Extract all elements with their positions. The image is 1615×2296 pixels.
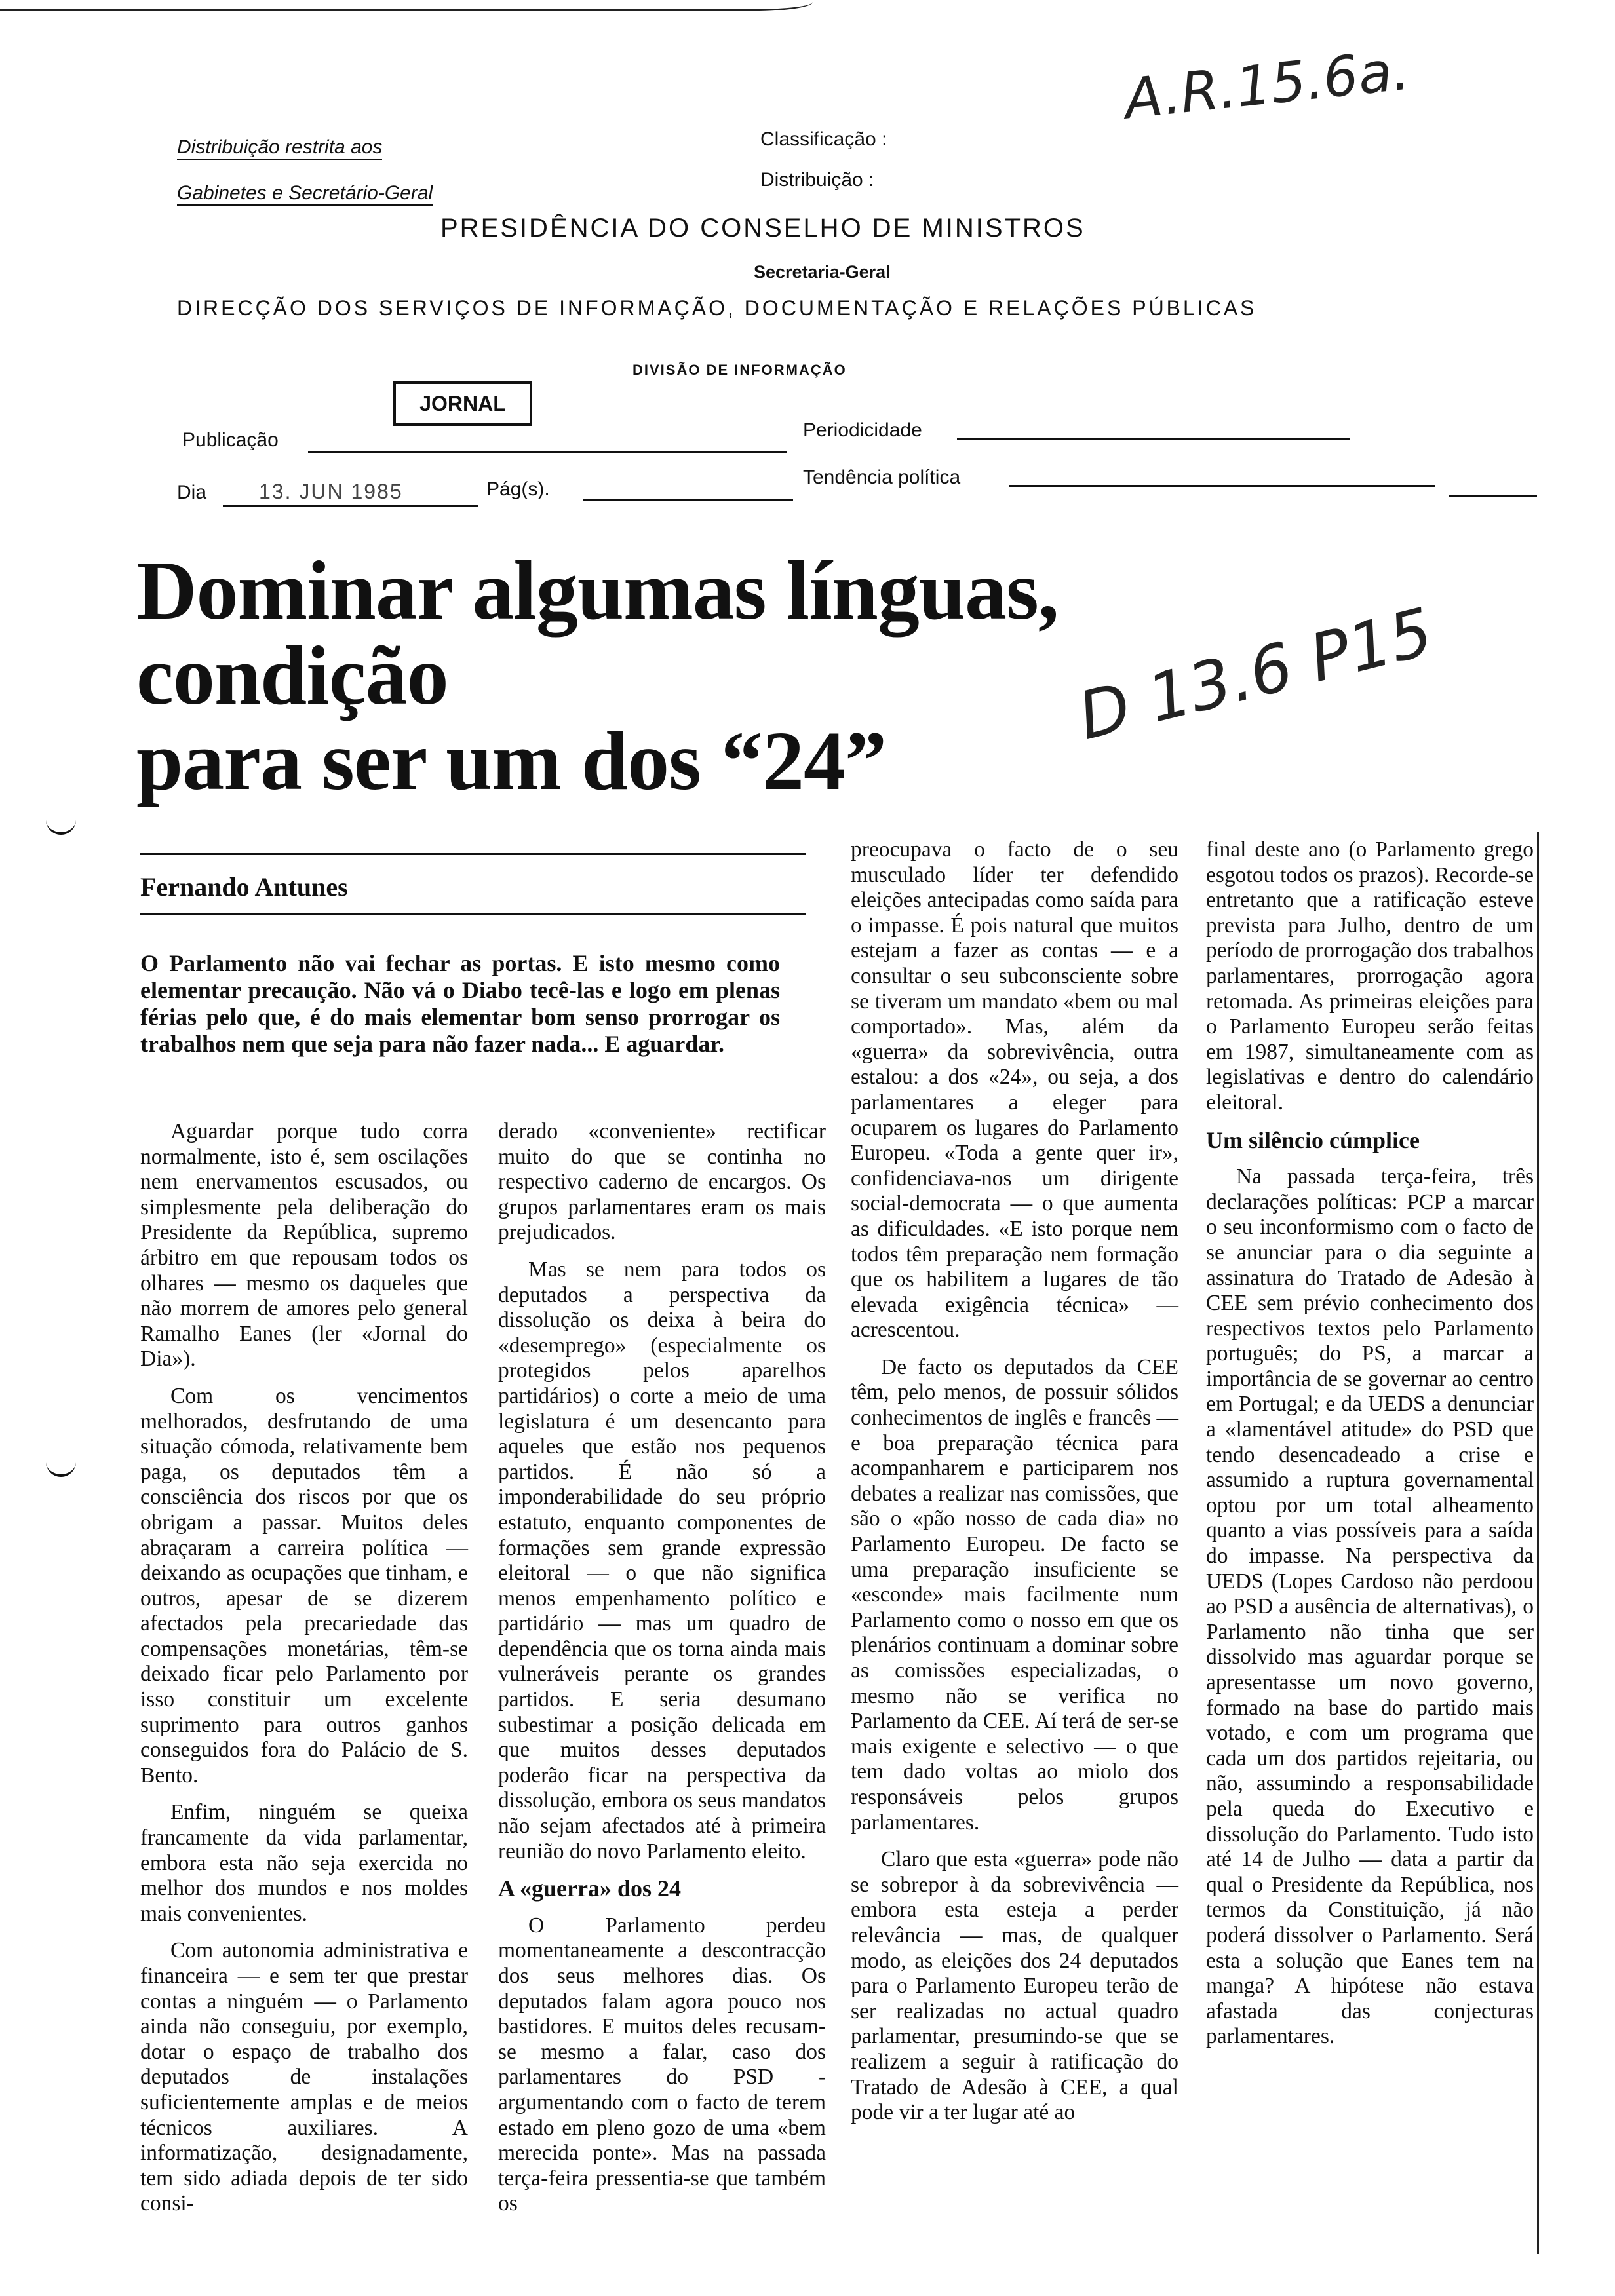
- headline-line1: Dominar algumas línguas,: [136, 544, 1059, 637]
- handwritten-reference: A.R.15.6a.: [1121, 37, 1412, 132]
- dia-field: [223, 505, 478, 507]
- restricted-distribution-line1: Distribuição restrita aos: [177, 136, 382, 160]
- publicacao-field: [308, 451, 787, 453]
- periodicidade-field: [957, 438, 1350, 440]
- tendencia-label: Tendência política: [803, 467, 961, 488]
- dia-label: Dia: [177, 482, 207, 503]
- publicacao-label: Publicação: [182, 429, 279, 451]
- clipping-edge-line: [1537, 832, 1539, 2254]
- direccao-title: DIRECÇÃO DOS SERVIÇOS DE INFORMAÇÃO, DOCUMENTAÇÃO E RELAÇÕES PÚBLICAS: [177, 296, 1257, 320]
- classificacao-label: Classificação :: [760, 128, 887, 150]
- article-column-3: [851, 837, 1178, 2137]
- paragraph: preocupava o facto de o seu musculado líder ter defendido eleições antecipadas como saída para o impasse. É pois natural que muitos estejam a fazer as contas — e a consultar o seu subconsciente sobre se tiveram um mandato «bem ou mal comportado». Mas, além da «guerra» da sobrevivência, outra estalou: a dos «24», ou seja, a dos parlamentares a eleger para ocuparem os lugares do Parlamento Europeu. «Toda a gente quer ir», confidenciava-nos um dirigente social-democrata — o que aumenta as dificuldades. «E isto porque nem todos têm preparação nem formação que os habilitem a lugares de tão elevada exigência técnica» — acrescentou.: [851, 837, 1178, 1343]
- tendencia-field: [1009, 485, 1435, 487]
- paragraph: final deste ano (o Parlamento grego esgotou todos os prazos). Recorde-se entretanto que a ratificação esteve prevista para Julho, dentro de um período de prorrogação dos trabalhos parlamentares, prorrogação agora retomada. As primeiras eleições para o Parlamento Europeu serão feitas em 1987, simultaneamente com as legislativas e dentro do calendário eleitoral.: [1206, 837, 1534, 1115]
- paginas-field: [583, 499, 793, 501]
- periodicidade-label: Periodicidade: [803, 419, 922, 441]
- paragraph: Com autonomia administrativa e financeira — e sem ter que prestar contas a ninguém — o Parlamento ainda não conseguiu, por exemplo, dotar o espaço de trabalho dos deputados de instalações suficientemente amplas e de meios técnicos auxiliares. A informatização, designadamente, tem sido adiada depois de ter sido consi-: [140, 1938, 468, 2216]
- handwritten-date-note: D 13.6 P15: [1071, 593, 1440, 755]
- paragraph: O Parlamento perdeu momentaneamente a descontracção dos seus melhores dias. Os deputados falam agora pouco nos bastidores. E muitos deles recusam-se mesmo a falar, caso dos parlamentares do PSD - argumentando com o facto de terem estado em pleno gozo de uma «bem merecida ponte». Mas na passada terça-feira pressentia-se que também os: [498, 1913, 826, 2216]
- paragraph: Enfim, ninguém se queixa francamente da vida parlamentar, embora esta não seja exercida no melhor dos mundos e nos moldes mais convenientes.: [140, 1800, 468, 1926]
- headline: [136, 544, 1059, 807]
- tendencia-field-end: [1449, 495, 1537, 497]
- subheading: Um silêncio cúmplice: [1206, 1126, 1420, 1153]
- secretaria-geral: Secretaria-Geral: [754, 262, 891, 282]
- subheading: A «guerra» dos 24: [498, 1875, 681, 1902]
- paragraph: Mas se nem para todos os deputados a perspectiva da dissolução os deixa à beira do «desemprego» (especialmente os protegidos pelos aparelhos partidários) o corte a meio de uma legislatura é um desencanto para aqueles que estão nos pequenos partidos. É não só a imponderabilidade do seu próprio estatuto, enquanto componentes de formações sem grande expressão eleitoral — o que não significa menos empenhamento político e partidário — mas um quadro de dependência que os torna ainda mais vulneráveis perante os grandes partidos. E seria desumano subestimar a posição delicada em que muitos desses deputados poderão ficar na perspectiva da dissolução, embora os seus mandatos não sejam afectados até à primeira reunião do novo Parlamento eleito.: [498, 1257, 826, 1864]
- article-column-1: [140, 1119, 468, 2229]
- headline-line2: condição: [136, 629, 448, 722]
- jornal-stamp: JORNAL: [393, 381, 532, 426]
- article-column-4: [1206, 837, 1534, 2061]
- margin-tick-mark: [46, 813, 76, 835]
- scan-edge-line: [0, 0, 813, 11]
- byline-rule-bottom: [140, 913, 806, 915]
- byline: Fernando Antunes: [140, 872, 348, 902]
- margin-tick-mark: [46, 1455, 76, 1477]
- presidency-title: PRESIDÊNCIA DO CONSELHO DE MINISTROS: [440, 214, 1085, 242]
- paragraph: derado «conveniente» rectificar muito do que se continha no respectivo caderno de encargos. Os grupos parlamentares eram os mais prejudicados.: [498, 1119, 826, 1245]
- paginas-label: Pág(s).: [486, 478, 550, 500]
- paragraph: Com os vencimentos melhorados, desfrutando de uma situação cómoda, relativamente bem paga, os deputados têm a consciência dos riscos por que os obrigam a passar. Muitos deles abraçaram a carreira política — deixando as ocupações que tinham, e outros, apesar de se dizerem afectados pela precariedade das compensações monetárias, têm-se deixado ficar pelo Parlamento por isso constituir um excelente suprimento para outros ganhos conseguidos fora do Palácio de S. Bento.: [140, 1383, 468, 1788]
- lead-paragraph: O Parlamento não vai fechar as portas. E isto mesmo como elementar precaução. Não vá o Diabo tecê-las e logo em plenas férias pelo que, é do mais elementar bom senso prorrogar os trabalhos nem que seja para não fazer nada... E aguardar.: [140, 950, 780, 1057]
- restricted-distribution-line2: Gabinetes e Secretário-Geral: [177, 182, 433, 206]
- headline-line3: para ser um dos “24”: [136, 714, 886, 807]
- paragraph: Aguardar porque tudo corra normalmente, isto é, sem oscilações nem enervamentos escusados, ou simplesmente pela deliberação do Presidente da República, supremo árbitro em que repousam todos os olhares — mesmo os daqueles que não morrem de amores pelo general Ramalho Eanes (ler «Jornal do Dia»).: [140, 1119, 468, 1371]
- divisao-informacao: DIVISÃO DE INFORMAÇÃO: [632, 362, 847, 378]
- paragraph: Na passada terça-feira, três declarações políticas: PCP a marcar o seu inconformismo com o facto de se anunciar para o dia seguinte a assinatura do Tratado de Adesão à CEE sem prévio conhecimento dos respectivos textos pelo Parlamento português; do PS, a marcar a importância de se governar ao centro em Portugal; e da UEDS a denunciar a «lamentável atitude» do PSD que tendo desencadeado a crise e assumido a ruptura governamental optou por um total alheamento quanto a vias possíveis para a saída do impasse. Na perspectiva da UEDS (Lopes Cardoso não perdoou ao PSD a ausência de alternativas), o Parlamento não tinha que ser dissolvido mas aguardar porque se apresentasse um novo governo, formado na base do partido mais votado, e com um programa que cada um dos partidos rejeitaria, ou não, assumindo a responsabilidade pela queda do Executivo e dissolução do Parlamento. Tudo isto até 14 de Julho — data a partir da qual o Presidente da República, nos termos da Constituição, já não poderá dissolver o Parlamento. Será esta a solução que Eanes tem na manga? A hipótese não estava afastada das conjecturas parlamentares.: [1206, 1164, 1534, 2049]
- byline-rule: [140, 853, 806, 855]
- dia-stamp-value: 13. JUN 1985: [259, 480, 403, 503]
- article-column-2: [498, 1119, 826, 2229]
- paragraph: De facto os deputados da CEE têm, pelo menos, de possuir sólidos conhecimentos de inglês e francês — e boa preparação técnica para acompanharem e participarem nos debates a realizar nas comissões, que são o «pão nosso de cada dia» no Parlamento Europeu. De facto se uma preparação insuficiente se «esconde» mais facilmente num Parlamento como o nosso em que os plenários continuam a dominar sobre as comissões especializadas, o mesmo não se verifica no Parlamento da CEE. Aí terá de ser-se mais exigente e selectivo — o que tem dado voltas ao miolo dos responsáveis pelos grupos parlamentares.: [851, 1354, 1178, 1835]
- paragraph: Claro que esta «guerra» pode não se sobrepor à da sobrevivência — embora esta esteja a perder relevância — mas, de qualquer modo, as eleições dos 24 deputados para o Parlamento Europeu terão de ser realizadas no actual quadro parlamentar, presumindo-se que se realizem a seguir à ratificação do Tratado de Adesão à CEE, a qual pode vir a ter lugar até ao: [851, 1847, 1178, 2125]
- distribuicao-label: Distribuição :: [760, 169, 874, 191]
